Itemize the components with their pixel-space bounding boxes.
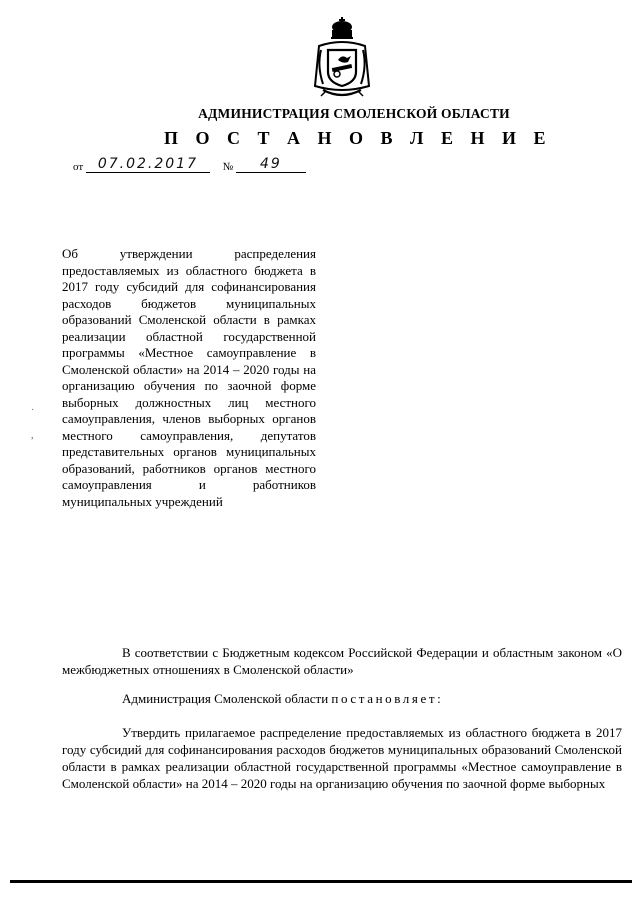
subject-text: Об утверждении распределения предоставляемых из областного бюджета в 2017 году субсидий для софинансирования расходов бюджетов муниципальных образований Смоленской области в рамках реализации областной государственной программы «Местное самоуправление в Смоленской области» на 2014 – 2020 годы на организацию обучения по заочной форме выборных должностных лиц местного самоуправления, членов выборных органов местного самоуправления, депутатов представительных органов муниципальных образований, работников органов местного самоуправления и работников муниципальных учреждений — [62, 246, 316, 509]
paragraph-legal-basis — [62, 644, 622, 678]
margin-mark: , — [31, 430, 34, 441]
document-type-title: П О С Т А Н О В Л Е Н И Е — [164, 128, 552, 148]
document-number: 49 — [236, 156, 306, 173]
date-number-line — [73, 156, 306, 176]
coat-of-arms-emblem — [311, 16, 373, 100]
from-label: от — [73, 161, 84, 173]
page-bottom-rule — [10, 880, 632, 883]
margin-mark: ˙ — [31, 408, 35, 419]
paragraph-approve-text: Утвердить прилагаемое распределение предоставляемых из областного бюджета в 2017 году субсидий для софинансирования расходов бюджетов муниципальных образований Смоленской области в рамках реализации областной государственной программы «Местное самоуправление в Смоленской области» на 2014 – 2020 годы на организацию обучения по заочной форме выборных — [62, 725, 622, 791]
paragraph-resolves — [62, 690, 622, 707]
document-subject — [62, 246, 316, 510]
document-date: 07.02.2017 — [86, 156, 210, 173]
paragraph-legal-basis-text: В соответствии с Бюджетным кодексом Российской Федерации и областным законом «О межбюджетных отношениях в Смоленской области» — [62, 645, 622, 677]
resolves-prefix: Администрация Смоленской области — [122, 691, 332, 706]
paragraph-approve — [62, 724, 622, 792]
organization-title: АДМИНИСТРАЦИЯ СМОЛЕНСКОЙ ОБЛАСТИ — [198, 106, 510, 121]
number-label: № — [222, 161, 234, 173]
crown-icon — [331, 17, 353, 39]
resolves-word: постановляет: — [331, 691, 444, 706]
